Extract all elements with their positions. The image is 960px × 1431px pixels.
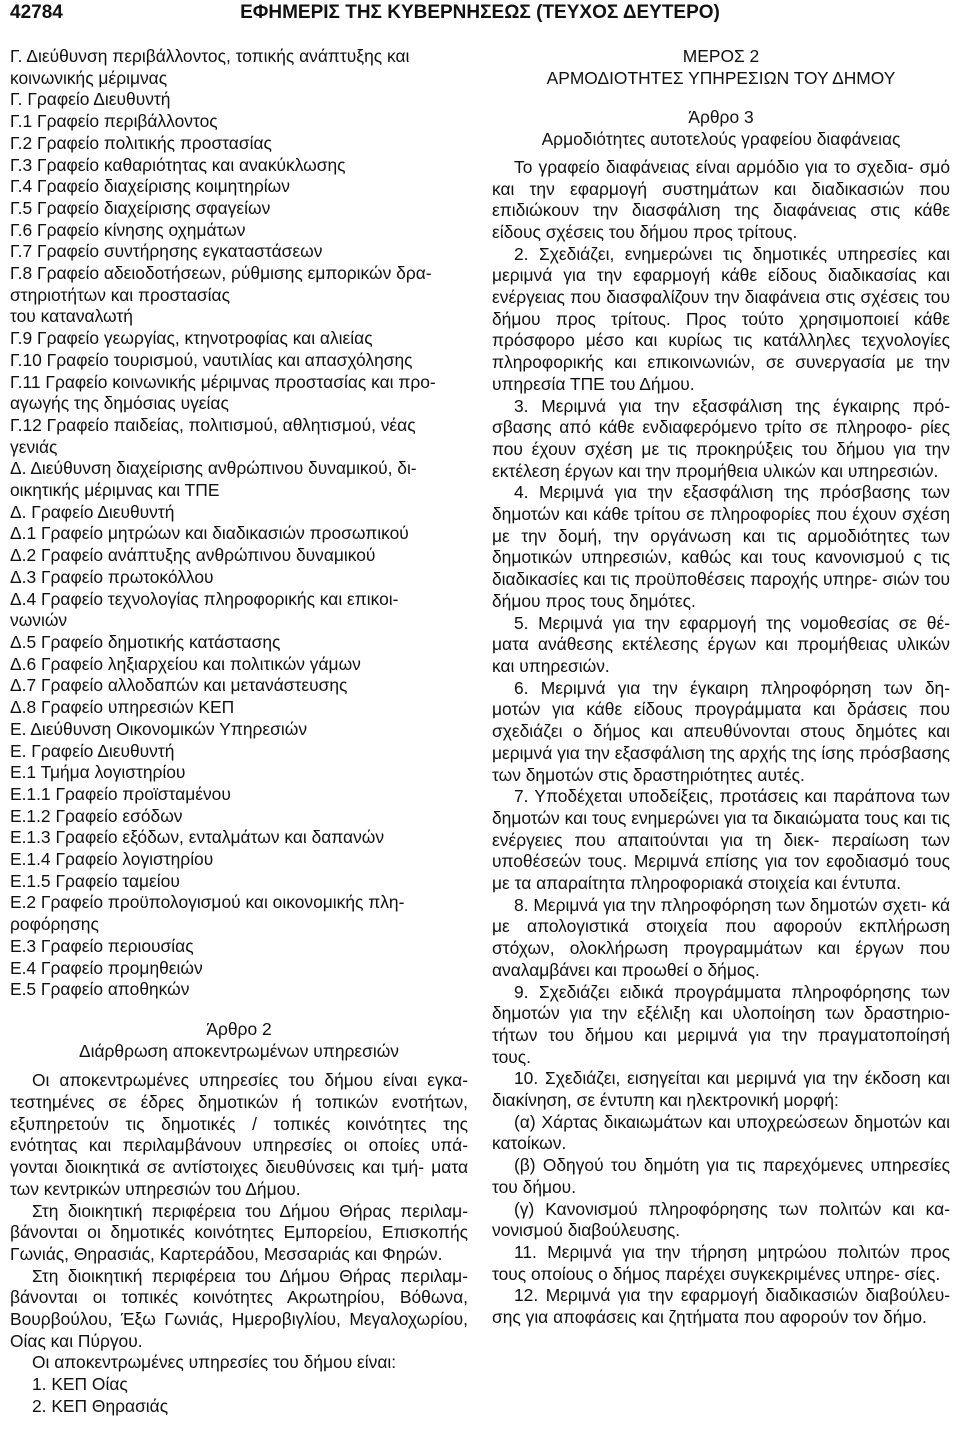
list-line: Δ. Γραφείο Διευθυντή [10, 501, 175, 522]
list-line: Ε.1.1 Γραφείο προϊσταμένου [10, 783, 231, 804]
paragraph: Οι αποκεντρωμένες υπηρεσίες του δήμου είναι εγκα- τεστημένες σε έδρες δημοτικών ή τοπικών ενοτήτων, εξυπηρετούν τις δημοτικές / τοπικές κοινότητες της ενότητας και περιλαμβάνουν υπηρεσίες οι οποίες υπά- γονται διοικητικά σε αντίστοιχες διευθύνσεις και τμή- ματα των κεντρικών υπηρεσιών του Δήμου. [10, 1070, 468, 1199]
list-line: Γ.4 Γραφείο διαχείρισης κοιμητηρίων [10, 176, 290, 197]
article-2-heading: Άρθρο 2 [206, 1018, 272, 1039]
list-line: Δ.3 Γραφείο πρωτοκόλλου [10, 566, 214, 587]
list-line: Ε.1.5 Γραφείο ταμείου [10, 870, 180, 891]
article-3-heading: Άρθρο 3 [688, 107, 754, 128]
list-line: ροφόρησης [10, 914, 99, 935]
list-line: Δ.6 Γραφείο ληξιαρχείου και πολιτικών γάμων [10, 653, 361, 674]
list-line: Γ.5 Γραφείο διαχείρισης σφαγείων [10, 197, 271, 218]
paragraph: Στη διοικητική περιφέρεια του Δήμου Θήρας περιλαμ- βάνονται οι δημοτικές κοινότητες Εμπορείου, Επισκοπής Γωνιάς, Θηρασιάς, Καρτεράδου, Μεσσαριάς και Φηρών. [10, 1200, 468, 1264]
article-3-title: Αρμοδιότητες αυτοτελούς γραφείου διαφάνειας [541, 129, 901, 150]
part-heading: ΜΕΡΟΣ 2 [682, 46, 760, 66]
list-item: 2. ΚΕΠ Θηρασιάς [32, 1395, 169, 1416]
list-line: Γ.8 Γραφείο αδειοδοτήσεων, ρύθμισης εμπορικών δρα- [10, 263, 432, 284]
paragraph: (β) Οδηγού του δημότη για τις παρεχόμενες υπηρεσίες του δήμου. [492, 1155, 950, 1197]
list-item: 1. ΚΕΠ Οίας [32, 1374, 128, 1395]
list-line: Ε. Γραφείο Διευθυντή [10, 740, 175, 761]
list-line: Δ.1 Γραφείο μητρώων και διαδικασιών προσωπικού [10, 523, 409, 544]
part-title: ΑΡΜΟΔΙΟΤΗΤΕΣ ΥΠΗΡΕΣΙΩΝ ΤΟΥ ΔΗΜΟΥ [546, 67, 896, 88]
list-line: του καταναλωτή [10, 306, 133, 327]
paragraph: Οι αποκεντρωμένες υπηρεσίες του δήμου είναι: [32, 1352, 397, 1373]
paragraph: 2. Σχεδιάζει, ενημερώνει τις δημοτικές υπηρεσίες και μεριμνά για την εφαρμογή κάθε είδους διαδικασίας και ενέργειας που διασφαλίζουν την διαφάνεια στις σχέσεις του δήμου προς τρίτους. Προς τούτο χρησιμοποιεί κάθε πρόσφορο μέσο και κυρίως τις κατάλληλες τεχνολογίες πληροφορικής και επικοινωνιών, σε συνεργασία με την υπηρεσία ΤΠΕ του Δήμου. [492, 243, 950, 394]
list-line: Γ.1 Γραφείο περιβάλλοντος [10, 111, 218, 132]
paragraph: 5. Μεριμνά για την εφαρμογή της νομοθεσίας σε θέ- ματα ανάθεσης εκτέλεσης έργων και προμήθειας υλικών και υπηρεσιών. [492, 612, 950, 676]
list-line: αγωγής της δημόσιας υγείας [10, 393, 229, 414]
paragraph: 7. Υποδέχεται υποδείξεις, προτάσεις και παράπονα των δημοτών και τους ενημερώνει για τα δικαιώματα τους και τις ενέργειες που απαιτούνται για τη διεκ- περαίωση των υποθέσεών τους. Μεριμνά επίσης για τον εφοδιασμό τους με τα απαραίτητα πληροφοριακά στοιχεία και έντυπα. [492, 786, 950, 894]
list-line: στηριοτήτων και προστασίας [10, 284, 230, 305]
right-column [492, 46, 950, 1329]
page-number: 42784 [10, 2, 63, 23]
list-line: Γ.2 Γραφείο πολιτικής προστασίας [10, 132, 272, 153]
list-line: Δ.2 Γραφείο ανάπτυξης ανθρώπινου δυναμικού [10, 545, 376, 566]
page-header [10, 0, 950, 30]
list-line: Γ.12 Γραφείο παιδείας, πολιτισμού, αθλητισμού, νέας [10, 414, 416, 435]
list-line: Γ.6 Γραφείο κίνησης οχημάτων [10, 219, 246, 240]
list-line: Γ. Γραφείο Διευθυντή [10, 89, 171, 110]
article-2-body [10, 1070, 468, 1374]
list-line: Γ.9 Γραφείο γεωργίας, κτηνοτροφίας και αλιείας [10, 328, 373, 349]
list-line: Ε.1.3 Γραφείο εξόδων, ενταλμάτων και δαπανών [10, 827, 385, 848]
paragraph: (γ) Κανονισμού πληροφόρησης των πολιτών και κα- νονισμού διαβούλευσης. [492, 1198, 950, 1241]
list-line: Ε.2 Γραφείο προϋπολογισμού και οικονομικής πλη- [10, 892, 405, 913]
spacer [10, 1001, 468, 1019]
list-line: Γ.7 Γραφείο συντήρησης εγκαταστάσεων [10, 241, 323, 262]
paragraph: 6. Μεριμνά για την έγκαιρη πληροφόρηση των δη- μοτών για κάθε είδους προγράμματα και δράσεις που σχεδιάζει ο δήμος και απευθύνονται στους δημότες και μεριμνά για την εξασφάλιση της αρχής της ίσης πρόσβασης των δημοτών στις δραστηριότητες αυτές. [492, 677, 950, 785]
list-line: Ε.1.4 Γραφείο λογιστηρίου [10, 849, 214, 870]
list-line: Δ.5 Γραφείο δημοτικής κατάστασης [10, 631, 281, 652]
list-line: Ε.1.2 Γραφείο εσόδων [10, 805, 183, 826]
list-line: Ε.4 Γραφείο προμηθειών [10, 957, 203, 978]
list-line: Γ. Διεύθυνση περιβάλλοντος, τοπικής ανάπτυξης και [10, 46, 410, 66]
article-2-title: Διάρθρωση αποκεντρωμένων υπηρεσιών [78, 1040, 400, 1061]
list-line: Δ. Διεύθυνση διαχείρισης ανθρώπινου δυναμικού, δι- [10, 458, 417, 479]
kep-list [10, 1374, 468, 1417]
list-line: Γ.3 Γραφείο καθαριότητας και ανακύκλωσης [10, 154, 346, 175]
paragraph: 3. Μεριμνά για την εξασφάλιση της έγκαιρης πρό- σβασης από κάθε ενδιαφερόμενο τρίτο σε πληροφο- ρίες που έχουν σχέση με τις προκηρύξεις του δήμου για την εκτέλεση έργων και την προμήθεια υλικών και υπηρεσιών. [492, 395, 950, 481]
list-line: γενιάς [10, 436, 58, 457]
paragraph: 11. Μεριμνά για την τήρηση μητρώου πολιτών προς τους οποίους ο δήμος παρέχει συγκεκριμένες υπηρε- σίες. [492, 1241, 950, 1284]
list-line: Δ.7 Γραφείο αλλοδαπών και μετανάστευσης [10, 675, 348, 696]
department-list [10, 46, 468, 1001]
gazette-title: ΕΦΗΜΕΡΙΣ ΤΗΣ ΚΥΒΕΡΝΗΣΕΩΣ (ΤΕΥΧΟΣ ΔΕΥΤΕΡΟ) [240, 2, 720, 23]
paragraph: 4. Μεριμνά για την εξασφάλιση της πρόσβασης των δημοτών και κάθε τρίτου σε πληροφορίες που έχουν σχέση με την δομή, την οργάνωση και τις αρμοδιότητες των δημοτικών υπηρεσιών, καθώς και τους κανονισμού ς τις διαδικασίες και τις προϋποθέσεις παροχής υπηρε- σιών του δήμου προς τους δημότες. [492, 482, 950, 611]
list-line: Ε.5 Γραφείο αποθηκών [10, 979, 190, 1000]
list-line: Δ.4 Γραφείο τεχνολογίας πληροφορικής και επικοι- [10, 588, 399, 609]
left-column [10, 46, 468, 1418]
list-line: Ε.3 Γραφείο περιουσίας [10, 935, 194, 956]
list-line: Γ.10 Γραφείο τουρισμού, ναυτιλίας και απασχόλησης [10, 349, 413, 370]
paragraph: 9. Σχεδιάζει ειδικά προγράμματα πληροφόρησης των δημοτών για την εξέλιξη και υλοποίηση των δραστηριο- τήτων του δήμου και μεριμνά για την πραγματοποίησή τους. [492, 981, 950, 1067]
list-line: νωνιών [10, 610, 68, 631]
paragraph: Στη διοικητική περιφέρεια του Δήμου Θήρας περιλαμ- βάνονται οι τοπικές κοινότητες Ακρωτηρίου, Βόθωνα, Βουρβούλου, Έξω Γωνιάς, Ημεροβιγλίου, Μεγαλοχωρίου, Οίας και Πύργου. [10, 1265, 468, 1351]
list-line: Ε. Διεύθυνση Οικονομικών Υπηρεσιών [10, 718, 308, 739]
list-line: Γ.11 Γραφείο κοινωνικής μέριμνας προστασίας και προ- [10, 371, 436, 392]
list-line: οικητικής μέριμνας και ΤΠΕ [10, 480, 220, 501]
paragraph: (α) Χάρτας δικαιωμάτων και υποχρεώσεων δημοτών και κατοίκων. [492, 1111, 950, 1154]
paragraph: 10. Σχεδιάζει, εισηγείται και μεριμνά για την έκδοση και διακίνηση, σε έντυπη και ηλεκτρονική μορφή: [492, 1068, 950, 1111]
list-line: Ε.1 Τμήμα λογιστηρίου [10, 762, 186, 783]
paragraph: 8. Μεριμνά για την πληροφόρηση των δημοτών σχετι- κά με απολογιστικά στοιχεία που αφορούν εκπλήρωση στόχων, ολοκλήρωση προγραμμάτων και έργων που αναλαμβάνει και προωθεί ο δήμος. [492, 894, 950, 980]
list-line: κοινωνικής μέριμνας [10, 67, 168, 88]
article-3-body [492, 157, 950, 1329]
list-line: Δ.8 Γραφείο υπηρεσιών ΚΕΠ [10, 697, 235, 718]
spacer [492, 89, 950, 107]
paragraph: 12. Μεριμνά για την εφαρμογή διαδικασιών διαβούλευ- σης για αποφάσεις και ζητήματα που αφορούν τον δήμο. [492, 1285, 950, 1328]
paragraph: Το γραφείο διαφάνειας είναι αρμόδιο για το σχεδια- σμό και την εφαρμογή συστημάτων και διαδικασιών που επιδιώκουν την διασφάλιση της διαφάνειας στις κάθε είδους σχέσεις του δήμου προς τρίτους. [492, 156, 950, 242]
